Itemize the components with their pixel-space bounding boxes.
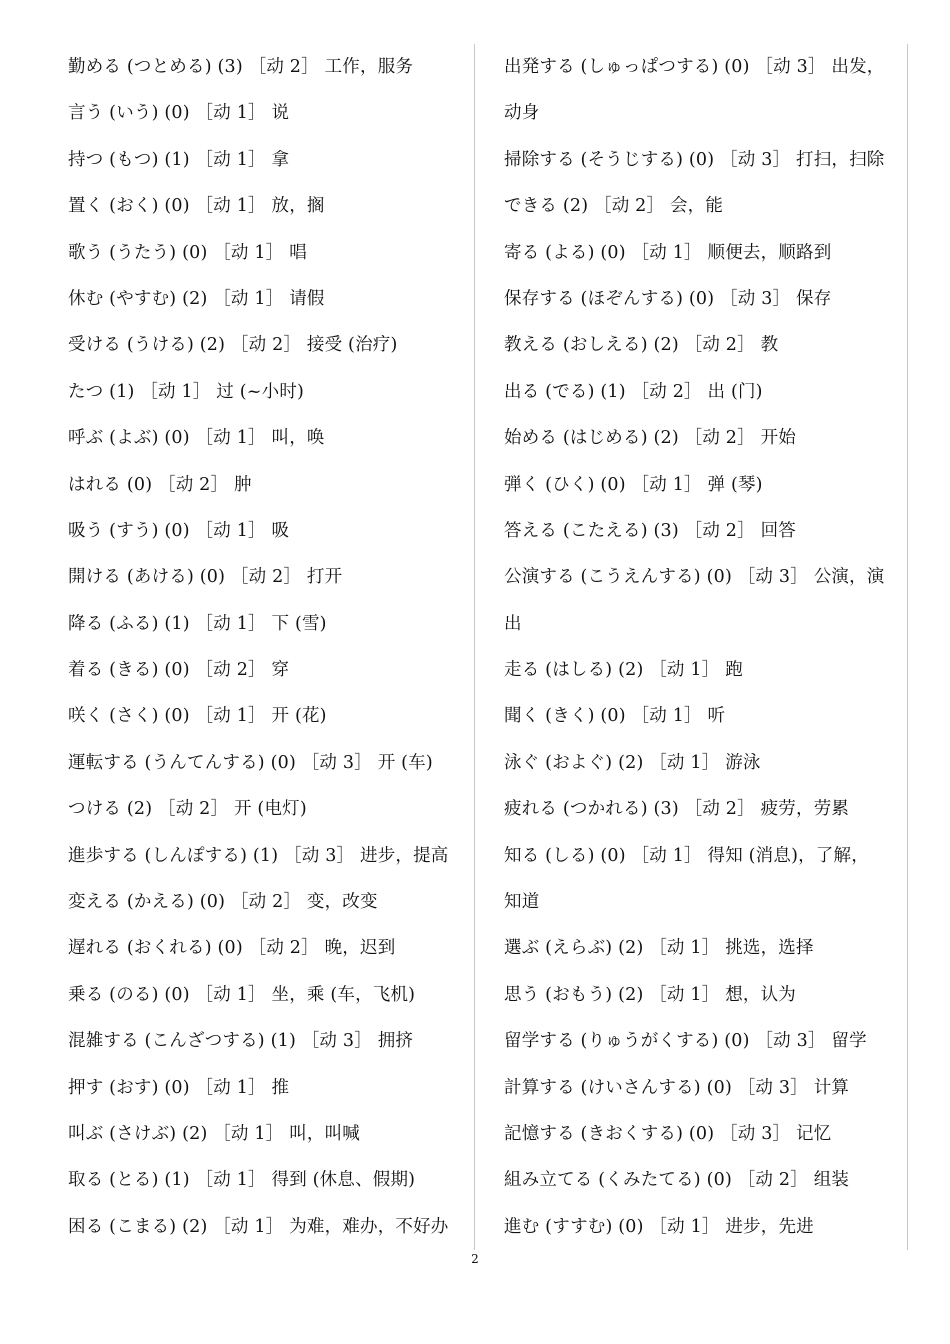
vocab-entry: 組み立てる (くみたてる) (0) ［动 2］ 组装	[504, 1170, 850, 1191]
vocab-entry: 歌う (うたう) (0) ［动 1］ 唱	[68, 242, 307, 263]
vocab-entry: 留学する (りゅうがくする) (0) ［动 3］ 留学	[504, 1031, 867, 1052]
vocab-entry-continuation: 出	[504, 613, 522, 634]
vocab-column-left	[68, 44, 468, 1250]
vocab-entry: 着る (きる) (0) ［动 2］ 穿	[68, 660, 290, 681]
vocab-entry: 計算する (けいさんする) (0) ［动 3］ 计算	[504, 1077, 850, 1098]
page-number: 2	[471, 1252, 479, 1266]
vocab-entry: 勤める (つとめる) (3) ［动 2］ 工作，服务	[68, 57, 414, 77]
vocab-entry: 乗る (のる) (0) ［动 1］ 坐，乘 (车，飞机)	[68, 984, 416, 1005]
right-margin-rule	[907, 44, 908, 1250]
vocab-entry: 取る (とる) (1) ［动 1］ 得到 (休息、假期)	[68, 1170, 416, 1191]
vocab-entry: 記憶する (きおくする) (0) ［动 3］ 记忆	[504, 1123, 832, 1144]
vocab-entry: 寄る (よる) (0) ［动 1］ 顺便去，顺路到	[504, 242, 832, 263]
vocab-entry: 弾く (ひく) (0) ［动 1］ 弹 (琴)	[504, 474, 763, 495]
vocab-entry: 叫ぶ (さけぶ) (2) ［动 1］ 叫，叫喊	[68, 1123, 360, 1144]
vocab-entry: 休む (やすむ) (2) ［动 1］ 请假	[68, 288, 325, 309]
vocab-entry: 出る (でる) (1) ［动 2］ 出 (门)	[504, 381, 763, 402]
vocab-entry: 置く (おく) (0) ［动 1］ 放，搁	[68, 196, 325, 217]
vocab-entry: 変える (かえる) (0) ［动 2］ 变，改变	[68, 892, 378, 913]
vocab-entry: 答える (こたえる) (3) ［动 2］ 回答	[504, 520, 796, 541]
vocab-entry: 走る (はしる) (2) ［动 1］ 跑	[504, 660, 743, 681]
vocab-entry: 困る (こまる) (2) ［动 1］ 为难，难办，不好办	[68, 1216, 449, 1237]
vocab-entry: 押す (おす) (0) ［动 1］ 推	[68, 1077, 290, 1098]
vocab-entry: 保存する (ほぞんする) (0) ［动 3］ 保存	[504, 288, 832, 309]
vocab-entry: 出発する (しゅっぱつする) (0) ［动 3］ 出发，	[504, 57, 885, 77]
vocab-entry: 進む (すすむ) (0) ［动 1］ 进步，先进	[504, 1216, 814, 1237]
vocab-entry: はれる (0) ［动 2］ 肿	[68, 474, 252, 495]
vocab-entry: 遅れる (おくれる) (0) ［动 2］ 晚，迟到	[68, 938, 396, 959]
vocab-entry: 吸う (すう) (0) ［动 1］ 吸	[68, 520, 290, 541]
vocab-column-right	[504, 44, 906, 1250]
vocab-entry: 運転する (うんてんする) (0) ［动 3］ 开 (车)	[68, 752, 433, 773]
vocab-entry: 持つ (もつ) (1) ［动 1］ 拿	[68, 149, 290, 170]
vocab-entry: 降る (ふる) (1) ［动 1］ 下 (雪)	[68, 613, 327, 634]
vocab-entry: 思う (おもう) (2) ［动 1］ 想，认为	[504, 984, 796, 1005]
vocab-entry: 呼ぶ (よぶ) (0) ［动 1］ 叫，唤	[68, 428, 325, 449]
vocab-entry: 知る (しる) (0) ［动 1］ 得知 (消息)，了解，	[504, 845, 869, 866]
vocab-entry: できる (2) ［动 2］ 会，能	[504, 196, 724, 217]
vocab-entry: 公演する (こうえんする) (0) ［动 3］ 公演，演	[504, 567, 885, 588]
vocab-entry: 進歩する (しんぽする) (1) ［动 3］ 进步，提高	[68, 845, 449, 866]
vocab-entry: 開ける (あける) (0) ［动 2］ 打开	[68, 567, 343, 588]
vocab-entry: 教える (おしえる) (2) ［动 2］ 教	[504, 335, 779, 356]
vocab-entry: 混雑する (こんざつする) (1) ［动 3］ 拥挤	[68, 1031, 414, 1052]
vocab-entry: 疲れる (つかれる) (3) ［动 2］ 疲劳，劳累	[504, 799, 850, 820]
vocab-entry: 選ぶ (えらぶ) (2) ［动 1］ 挑选，选择	[504, 938, 814, 959]
vocab-entry: 言う (いう) (0) ［动 1］ 说	[68, 103, 290, 124]
vocab-entry: 受ける (うける) (2) ［动 2］ 接受 (治疗)	[68, 335, 398, 356]
vocab-entry: つける (2) ［动 2］ 开 (电灯)	[68, 799, 307, 820]
vocab-entry: 聞く (きく) (0) ［动 1］ 听	[504, 706, 726, 727]
vocab-entry: 始める (はじめる) (2) ［动 2］ 开始	[504, 428, 796, 449]
vocab-entry: 掃除する (そうじする) (0) ［动 3］ 打扫，扫除	[504, 149, 885, 170]
column-divider	[474, 44, 475, 1250]
vocab-entry: たつ (1) ［动 1］ 过 (~小时)	[68, 381, 305, 402]
vocab-entry: 咲く (さく) (0) ［动 1］ 开 (花)	[68, 706, 327, 727]
vocab-entry-continuation: 动身	[504, 103, 540, 124]
vocab-entry-continuation: 知道	[504, 892, 540, 913]
vocab-entry: 泳ぐ (およぐ) (2) ［动 1］ 游泳	[504, 752, 761, 773]
